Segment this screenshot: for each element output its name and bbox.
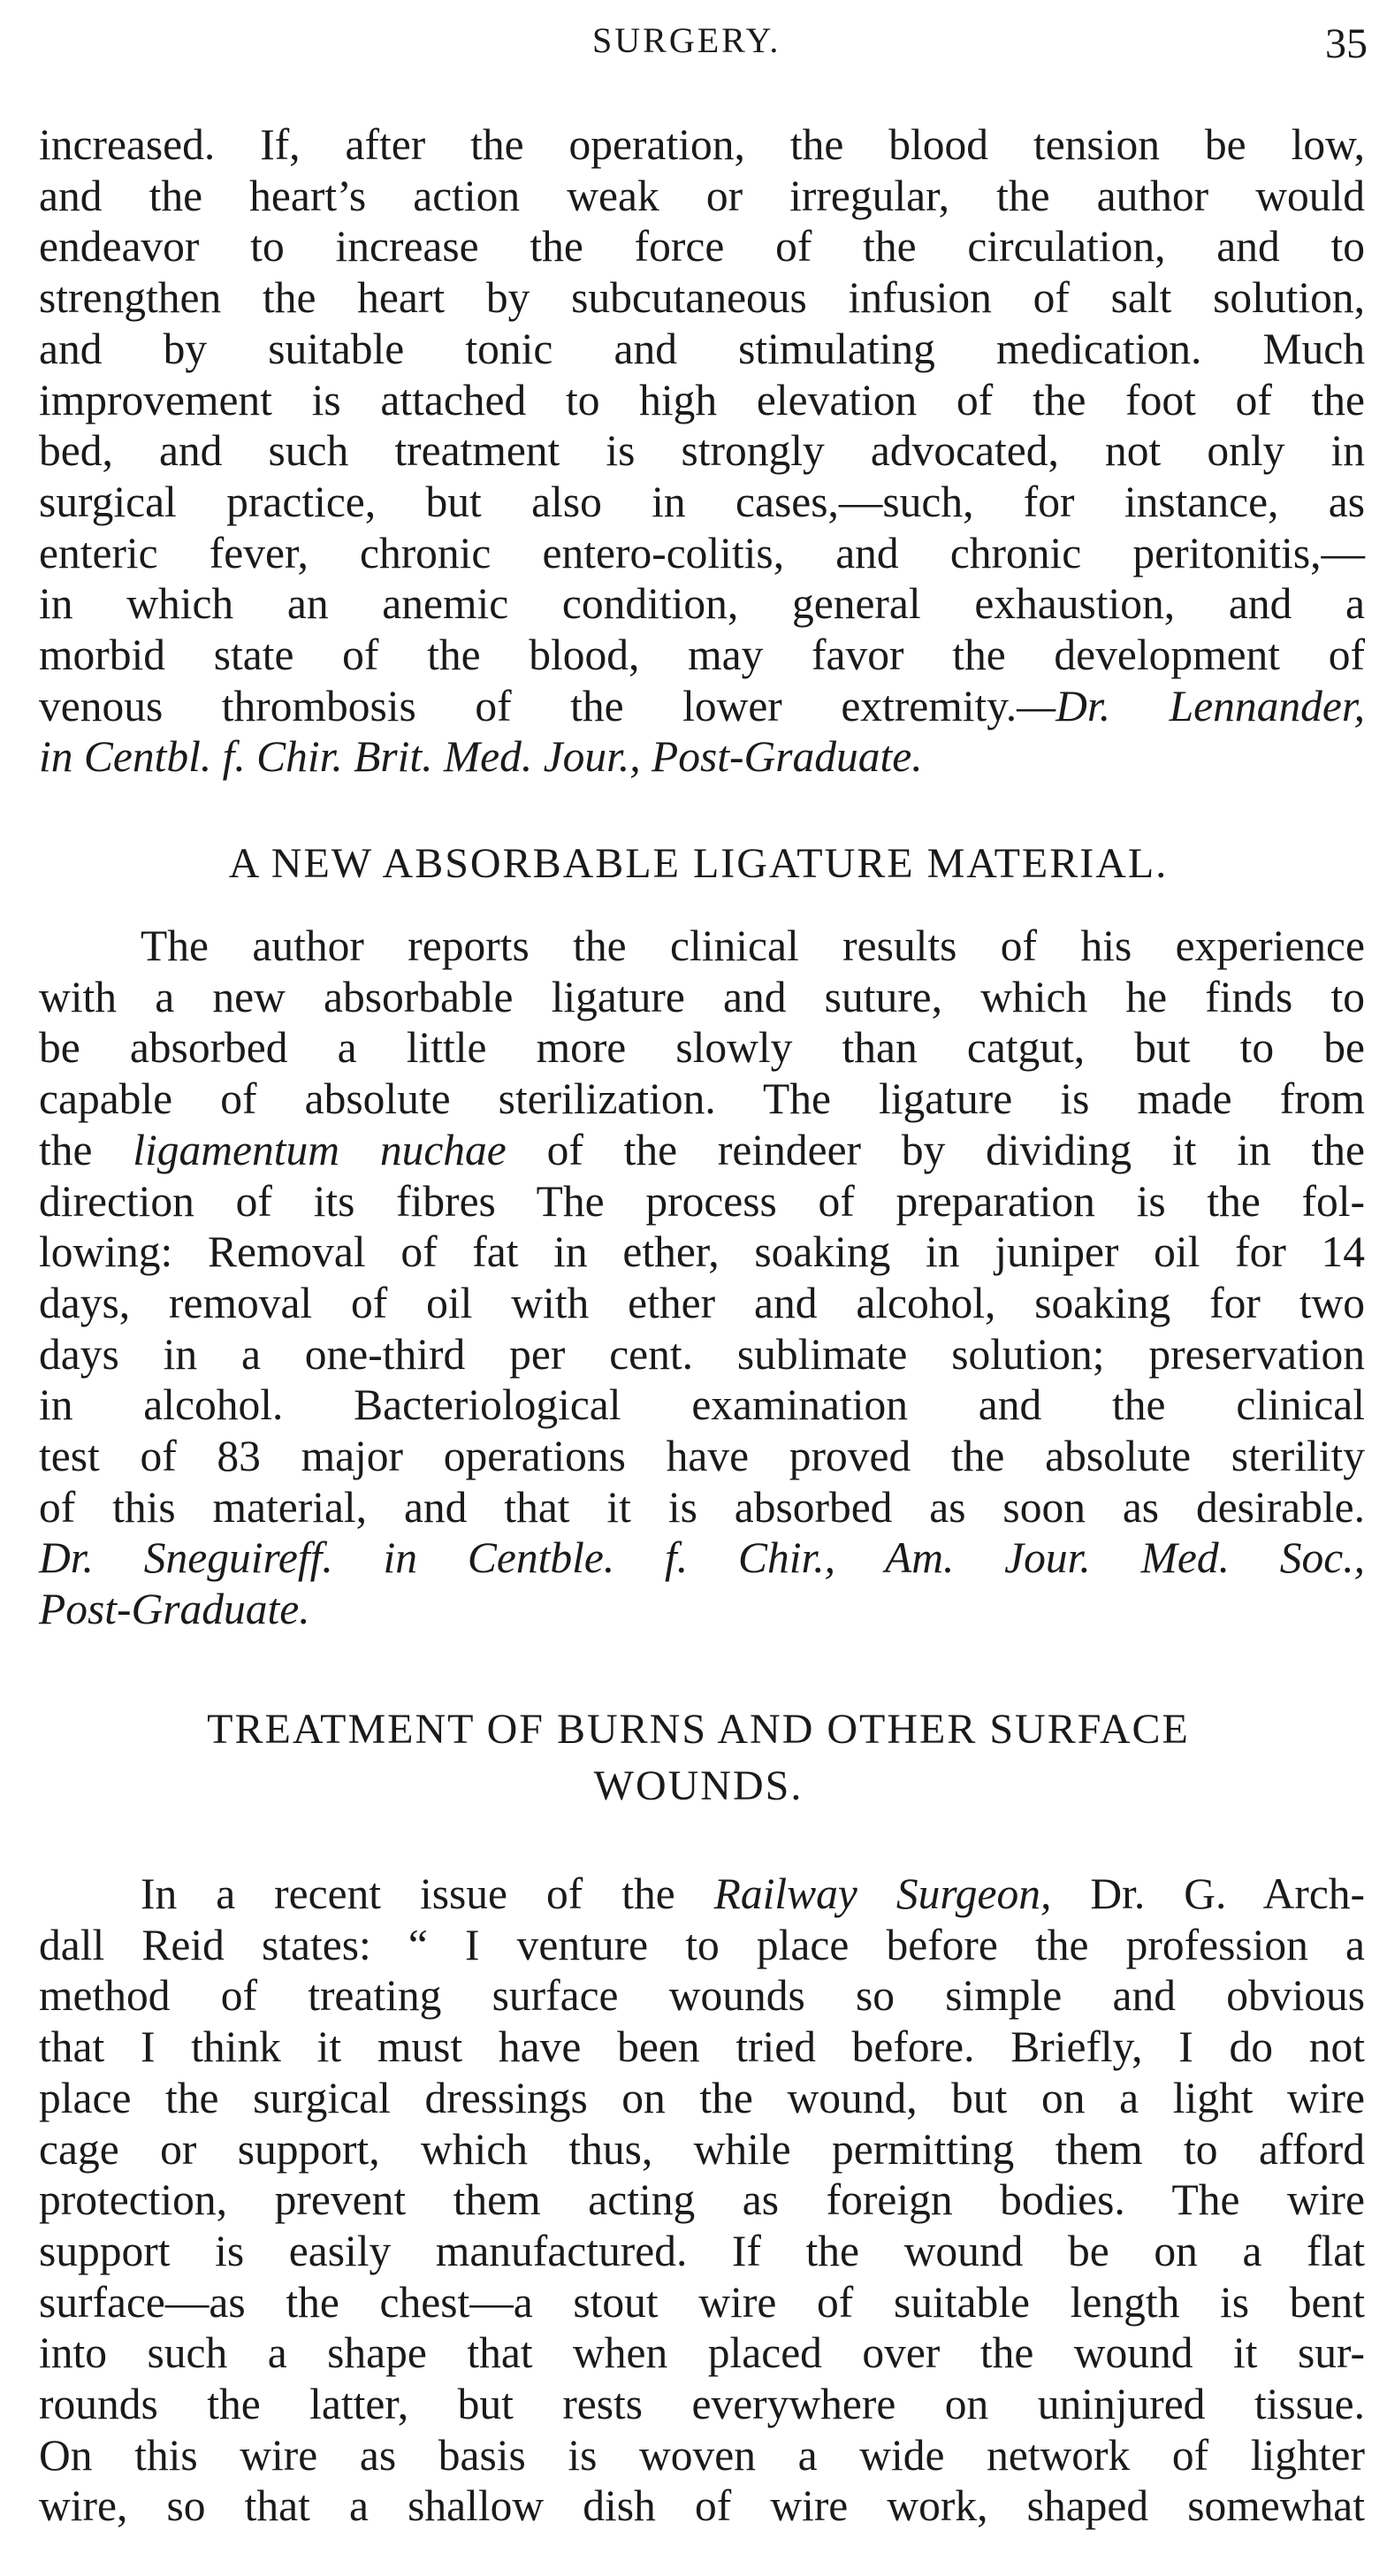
text-line: morbid state of the blood, may favor the development of bbox=[39, 631, 1365, 680]
text-line: surgical practice, but also in cases,—such, for instance, as bbox=[39, 477, 1365, 526]
text-line bbox=[39, 1125, 1365, 1176]
citation-source: Post-Graduate. bbox=[39, 1585, 310, 1634]
citation-author: —Dr. Lennander, bbox=[1017, 681, 1365, 730]
text-line: surface—as the chest—a stout wire of suitable length is bent bbox=[39, 2277, 1365, 2327]
text-line: lowing: Removal of fat in ether, soaking in juniper oil for 14 bbox=[39, 1227, 1365, 1277]
text-line: in which an anemic condition, general exhaustion, and a bbox=[39, 579, 1365, 629]
running-head: SURGERY. bbox=[592, 20, 781, 60]
text-line: dall Reid states: “ I venture to place before the profession a bbox=[39, 1920, 1365, 1969]
text-line: that I think it must have been tried before. Briefly, I do not bbox=[39, 2022, 1365, 2072]
text-line: and the heart’s action weak or irregular, the author would bbox=[39, 171, 1365, 220]
text-fragment: Dr. G. Arch- bbox=[1090, 1869, 1366, 1918]
text-line bbox=[39, 681, 1365, 732]
text-line: On this wire as basis is woven a wide network of lighter bbox=[39, 2430, 1365, 2480]
text-line: and by suitable tonic and stimulating medication. Much bbox=[39, 324, 1365, 373]
text-line: endeavor to increase the force of the circulation, and to bbox=[39, 222, 1365, 271]
text-fragment: of the reindeer by dividing it in the bbox=[546, 1125, 1366, 1174]
section-heading-burns: TREATMENT OF BURNS AND OTHER SURFACE bbox=[207, 1706, 1190, 1753]
text-line: enteric fever, chronic entero-colitis, and chronic peritonitis,— bbox=[39, 528, 1365, 577]
text-line: improvement is attached to high elevation of the foot of the bbox=[39, 375, 1365, 424]
text-line: days in a one-third per cent. sublimate solution; preservation bbox=[39, 1329, 1365, 1379]
text-line: wire, so that a shallow dish of wire work, shaped somewhat bbox=[39, 2481, 1365, 2531]
section-heading-ligature: A NEW ABSORBABLE LIGATURE MATERIAL. bbox=[228, 840, 1169, 887]
text-line bbox=[39, 1584, 1365, 1635]
text-line: be absorbed a little more slowly than catgut, but to be bbox=[39, 1023, 1365, 1073]
text-fragment: In a recent issue of the bbox=[141, 1869, 675, 1918]
text-line bbox=[39, 1533, 1365, 1584]
text-line: cage or support, which thus, while permitting them to afford bbox=[39, 2124, 1365, 2174]
text-line: bed, and such treatment is strongly advocated, not only in bbox=[39, 426, 1365, 476]
text-line: of this material, and that it is absorbed as soon as desirable. bbox=[39, 1482, 1365, 1532]
text-line: The author reports the clinical results of his experience bbox=[141, 921, 1365, 970]
text-line: in alcohol. Bacteriological examination and the clinical bbox=[39, 1380, 1365, 1430]
latin-term: ligamentum nuchae bbox=[133, 1125, 507, 1174]
text-fragment: the bbox=[39, 1125, 93, 1174]
text-line: strengthen the heart by subcutaneous infusion of salt solution, bbox=[39, 273, 1365, 323]
text-fragment: venous thrombosis of the lower extremity. bbox=[39, 681, 1017, 730]
page-header bbox=[0, 19, 1387, 73]
text-line: into such a shape that when placed over the wound it sur- bbox=[39, 2328, 1365, 2378]
journal-title: Railway Surgeon, bbox=[713, 1869, 1052, 1918]
text-line: increased. If, after the operation, the blood tension be low, bbox=[39, 120, 1365, 169]
text-line: with a new absorbable ligature and suture, which he finds to bbox=[39, 972, 1365, 1021]
text-line: capable of absolute sterilization. The ligature is made from bbox=[39, 1074, 1365, 1124]
text-line: protection, prevent them acting as foreign bodies. The wire bbox=[39, 2175, 1365, 2225]
text-line bbox=[39, 1869, 1365, 1920]
section-3-body bbox=[39, 1869, 1365, 2532]
section-1-body bbox=[39, 119, 1365, 783]
text-line: test of 83 major operations have proved the absolute sterility bbox=[39, 1432, 1365, 1481]
citation-source: in Centbl. f. Chir. Brit. Med. Jour., Post-Graduate. bbox=[39, 732, 923, 782]
page-number: 35 bbox=[1325, 20, 1368, 67]
citation: Dr. Sneguireff. in Centble. f. Chir., Am. Jour. Med. Soc., bbox=[39, 1533, 1365, 1583]
section-2-body bbox=[39, 921, 1365, 1635]
text-line: direction of its fibres The process of preparation is the fol- bbox=[39, 1176, 1365, 1226]
text-line: support is easily manufactured. If the wound be on a flat bbox=[39, 2226, 1365, 2275]
text-line: days, removal of oil with ether and alcohol, soaking for two bbox=[39, 1278, 1365, 1327]
text-line: method of treating surface wounds so simple and obvious bbox=[39, 1971, 1365, 2021]
text-line: place the surgical dressings on the wound, but on a light wire bbox=[39, 2073, 1365, 2122]
text-line bbox=[39, 731, 1365, 783]
text-line: rounds the latter, but rests everywhere on uninjured tissue. bbox=[39, 2380, 1365, 2429]
section-heading-burns-cont: WOUNDS. bbox=[593, 1762, 804, 1809]
